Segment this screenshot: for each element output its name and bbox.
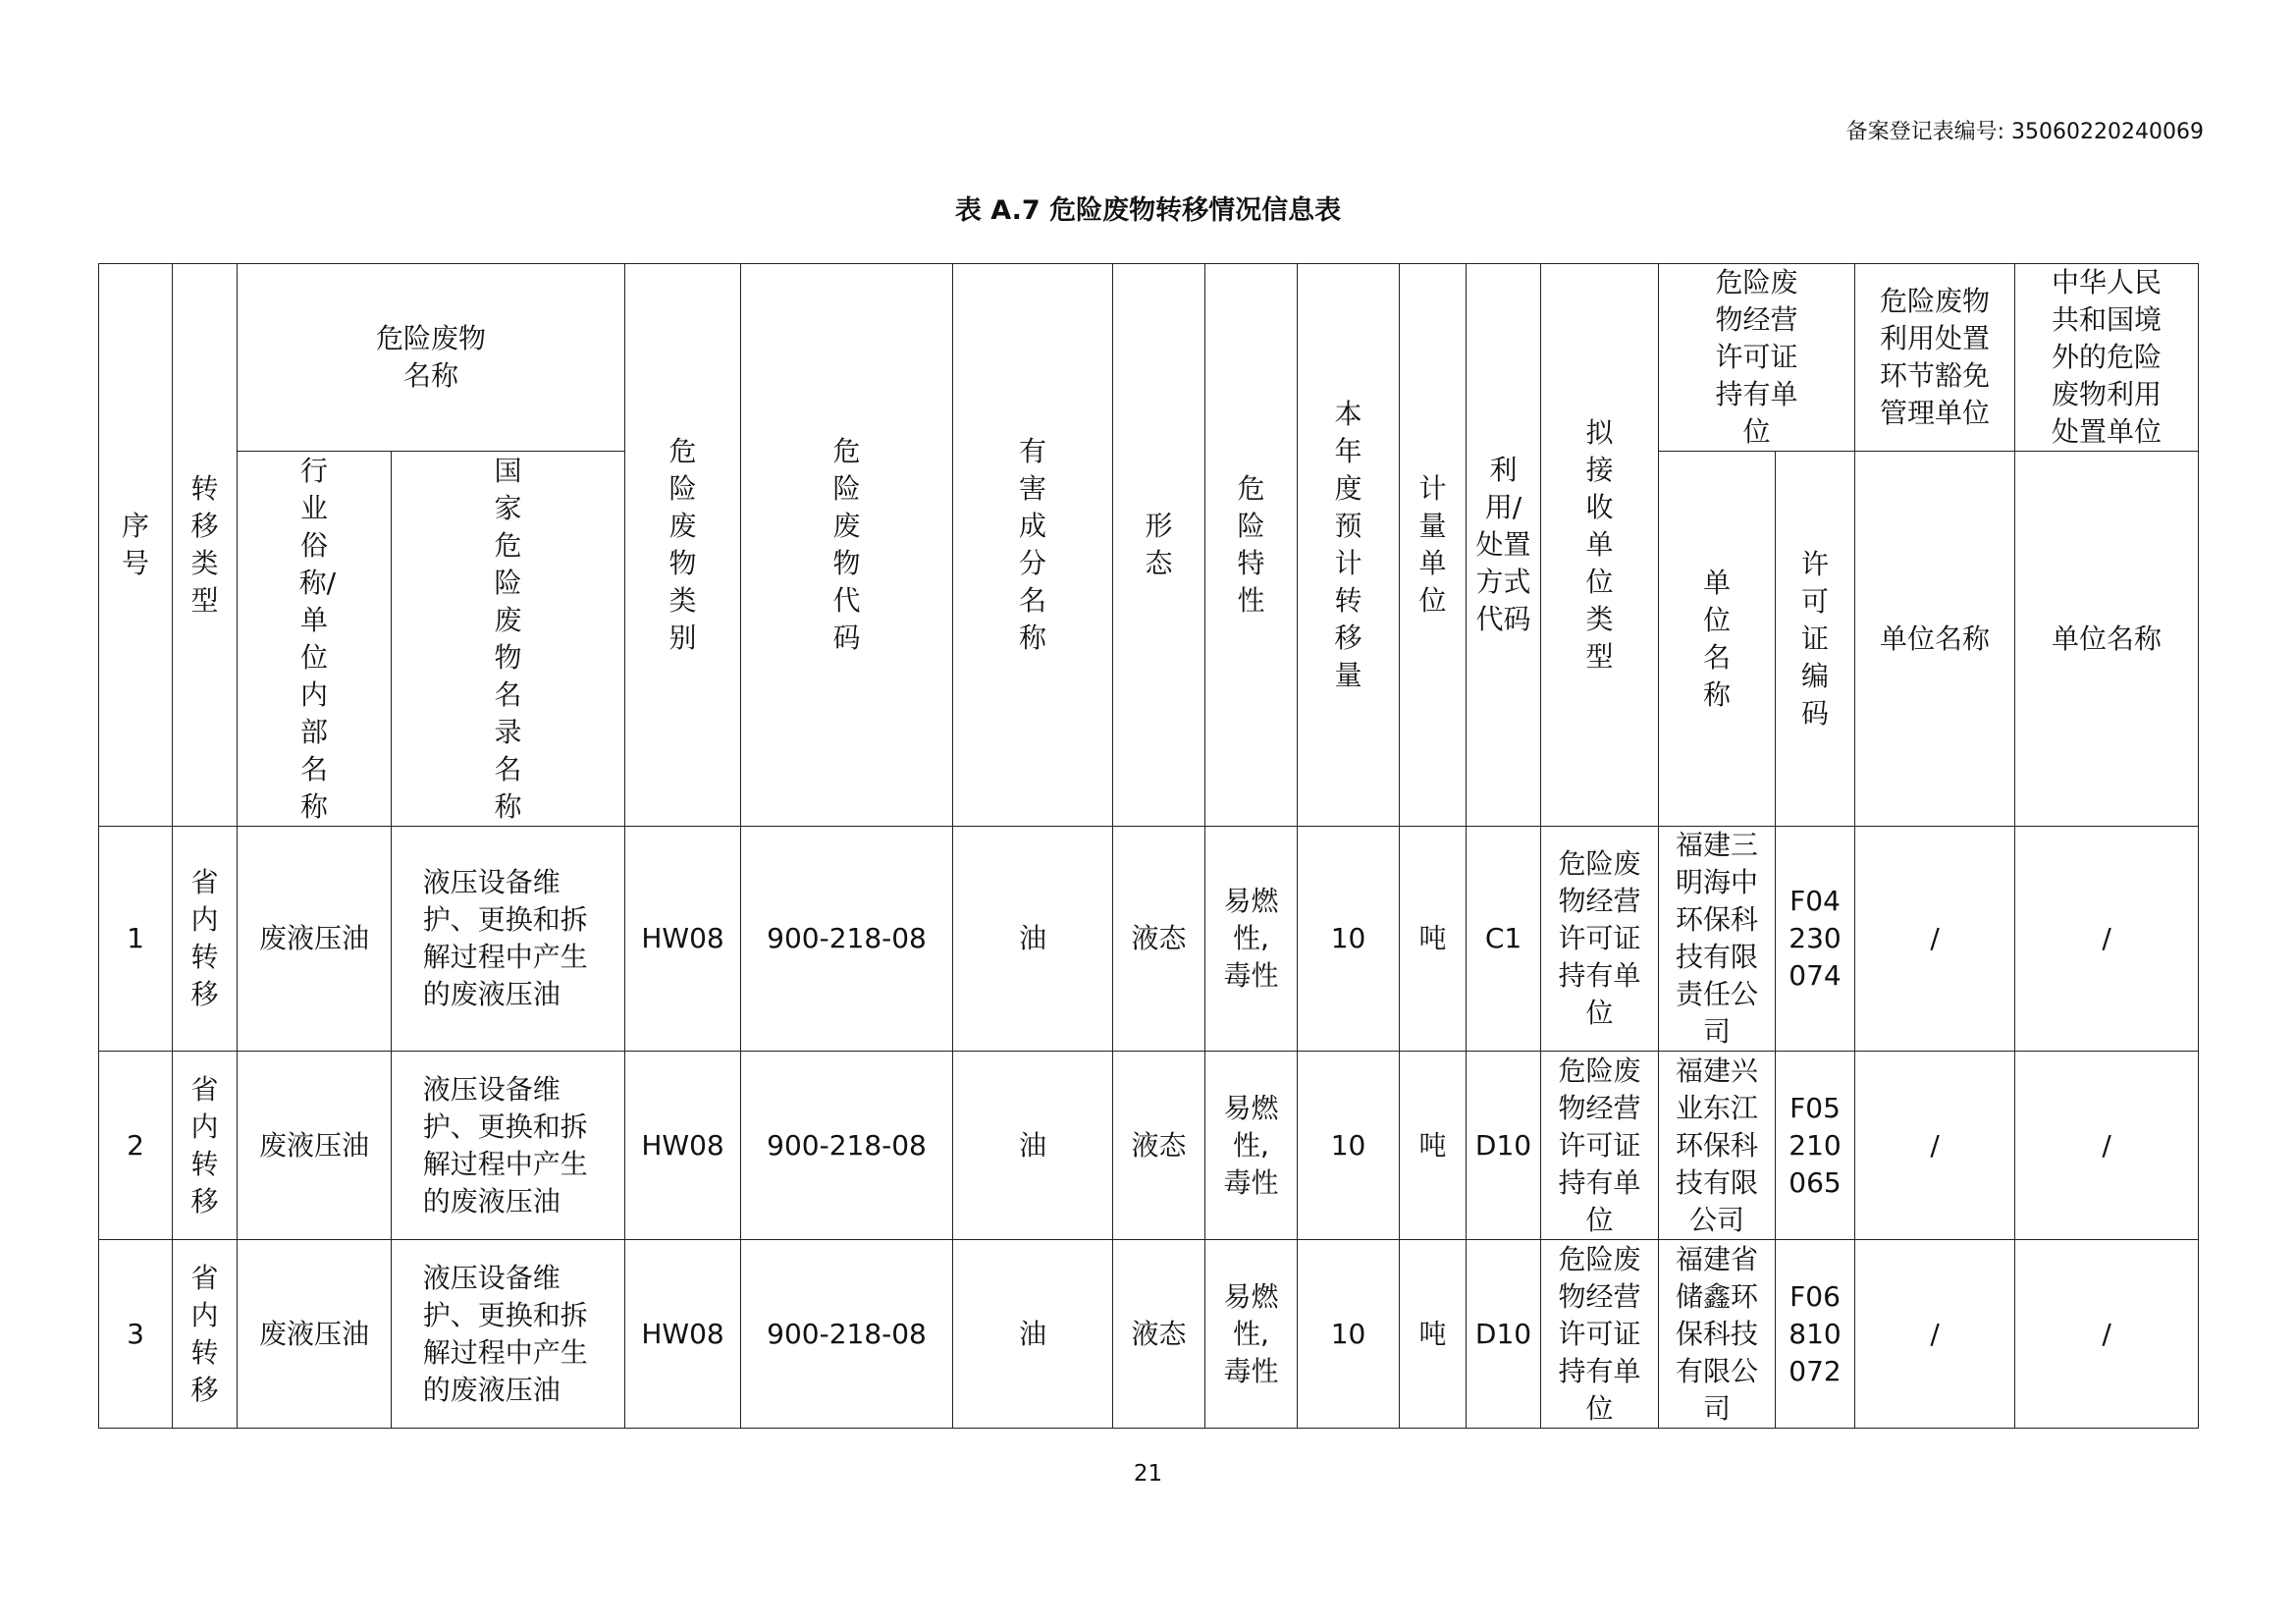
cell-industry-name: 废液压油 (238, 1240, 392, 1429)
col-code: 危险废物代码 (741, 264, 953, 827)
col-transfer-type: 转移类型 (173, 264, 238, 827)
cell-harmful: 油 (953, 827, 1113, 1052)
col-harmful: 有害成分名称 (953, 264, 1113, 827)
col-property: 危险特性 (1205, 264, 1298, 827)
cell-exempt: / (1855, 1240, 2015, 1429)
cell-category: HW08 (625, 1240, 741, 1429)
cell-seq: 1 (99, 827, 173, 1052)
cell-receiver-type: 危险废物经营许可证持有单位 (1541, 827, 1659, 1052)
cell-category: HW08 (625, 827, 741, 1052)
cell-amount: 10 (1298, 1052, 1400, 1240)
cell-unit: 吨 (1400, 1052, 1467, 1240)
table-row (99, 827, 2199, 1052)
col-waste-name-group: 危险废物名称 (238, 264, 625, 452)
cell-form: 液态 (1113, 1240, 1205, 1429)
cell-method: D10 (1467, 1240, 1541, 1429)
col-national-name: 国家危险废物名录名称 (392, 452, 625, 827)
cell-license: F05210065 (1776, 1052, 1855, 1240)
cell-property: 易燃性,毒性 (1205, 1052, 1298, 1240)
cell-unit: 吨 (1400, 1240, 1467, 1429)
cell-type: 省内转移 (173, 1052, 238, 1240)
registration-number (1846, 115, 2204, 145)
col-unit-name: 单位名称 (1659, 452, 1776, 827)
cell-holder-name: 福建兴业东江环保科技有限公司 (1659, 1052, 1776, 1240)
col-seq: 序号 (99, 264, 173, 827)
col-exempt-group: 危险废物利用处置环节豁免管理单位 (1855, 264, 2015, 452)
col-category: 危险废物类别 (625, 264, 741, 827)
col-license-no: 许可证编码 (1776, 452, 1855, 827)
cell-holder-name: 福建省储鑫环保科技有限公司 (1659, 1240, 1776, 1429)
cell-license: F04230074 (1776, 827, 1855, 1052)
page-number: 21 (1133, 1461, 1163, 1487)
cell-unit: 吨 (1400, 827, 1467, 1052)
registration-value: 35060220240069 (2011, 120, 2204, 144)
cell-form: 液态 (1113, 1052, 1205, 1240)
cell-holder-name: 福建三明海中环保科技有限责任公司 (1659, 827, 1776, 1052)
cell-license: F06810072 (1776, 1240, 1855, 1429)
hazardous-waste-transfer-table (98, 263, 2199, 1429)
cell-national-name: 液压设备维护、更换和拆解过程中产生的废液压油 (392, 1240, 625, 1429)
col-industry-name: 行业俗称/单位内部名称 (238, 452, 392, 827)
col-method-code: 利用/处置方式代码 (1467, 264, 1541, 827)
cell-overseas: / (2015, 1240, 2199, 1429)
cell-property: 易燃性,毒性 (1205, 1240, 1298, 1429)
registration-label: 备案登记表编号: (1845, 120, 2005, 144)
table-row (99, 1240, 2199, 1429)
col-form: 形态 (1113, 264, 1205, 827)
col-receiver-type: 拟接收单位类型 (1541, 264, 1659, 827)
table-row (99, 1052, 2199, 1240)
cell-type: 省内转移 (173, 1240, 238, 1429)
col-exempt-unit-name: 单位名称 (1855, 452, 2015, 827)
cell-receiver-type: 危险废物经营许可证持有单位 (1541, 1240, 1659, 1429)
cell-property: 易燃性,毒性 (1205, 827, 1298, 1052)
cell-exempt: / (1855, 1052, 2015, 1240)
cell-harmful: 油 (953, 1240, 1113, 1429)
col-unit: 计量单位 (1400, 264, 1467, 827)
header-row-1 (99, 264, 2199, 452)
cell-code: 900-218-08 (741, 827, 953, 1052)
col-license-holder-group: 危险废物经营许可证持有单位 (1659, 264, 1855, 452)
cell-seq: 3 (99, 1240, 173, 1429)
cell-harmful: 油 (953, 1052, 1113, 1240)
cell-form: 液态 (1113, 827, 1205, 1052)
cell-seq: 2 (99, 1052, 173, 1240)
cell-national-name: 液压设备维护、更换和拆解过程中产生的废液压油 (392, 1052, 625, 1240)
cell-amount: 10 (1298, 827, 1400, 1052)
cell-national-name: 液压设备维护、更换和拆解过程中产生的废液压油 (392, 827, 625, 1052)
table-title: 表 A.7 危险废物转移情况信息表 (954, 195, 1342, 226)
cell-industry-name: 废液压油 (238, 1052, 392, 1240)
cell-overseas: / (2015, 1052, 2199, 1240)
cell-method: C1 (1467, 827, 1541, 1052)
cell-overseas: / (2015, 827, 2199, 1052)
col-overseas-group: 中华人民共和国境外的危险废物利用处置单位 (2015, 264, 2199, 452)
col-overseas-unit-name: 单位名称 (2015, 452, 2199, 827)
cell-type: 省内转移 (173, 827, 238, 1052)
cell-receiver-type: 危险废物经营许可证持有单位 (1541, 1052, 1659, 1240)
cell-category: HW08 (625, 1052, 741, 1240)
cell-exempt: / (1855, 827, 2015, 1052)
cell-amount: 10 (1298, 1240, 1400, 1429)
cell-code: 900-218-08 (741, 1240, 953, 1429)
cell-industry-name: 废液压油 (238, 827, 392, 1052)
cell-method: D10 (1467, 1052, 1541, 1240)
cell-code: 900-218-08 (741, 1052, 953, 1240)
col-annual-amount: 本年度预计转移量 (1298, 264, 1400, 827)
